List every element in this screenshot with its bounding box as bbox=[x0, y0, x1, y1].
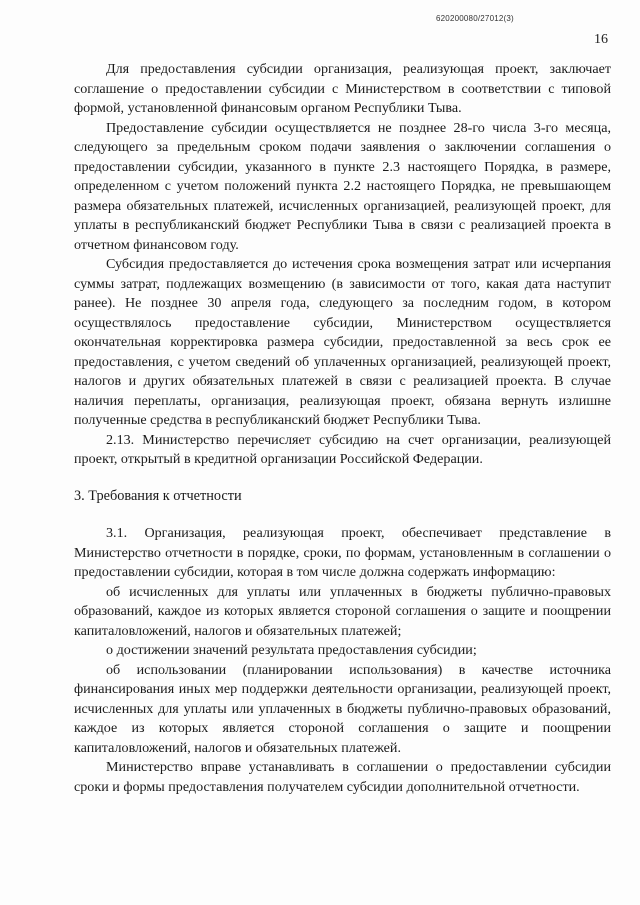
paragraph-2-13: 2.13. Министерство перечисляет субсидию на счет организации, реализующей проект, открытый в кредитной организации Российской Федерации. bbox=[74, 431, 611, 467]
document-number: 620200080/27012(3) bbox=[436, 14, 514, 23]
list-item-support-measures: об использовании (планировании использования) в качестве источника финансирования иных мер поддержки деятельности организации, реализующей проект, исчисленных для уплаты или уплаченных в бюджеты публично-правовых образований, каждое из которых является стороной соглашения о защите и поощрении капиталовложений, налогов и обязательных платежей. bbox=[74, 661, 611, 756]
page-number: 16 bbox=[594, 32, 608, 47]
paragraph-3-1: 3.1. Организация, реализующая проект, обеспечивает представление в Министерство отчетности в порядке, сроки, по формам, установленным в соглашении о предоставлении субсидии, которая в том числе должна содержать информацию: bbox=[74, 525, 611, 580]
list-item-taxes: об исчисленных для уплаты или уплаченных в бюджеты публично-правовых образований, каждое из которых является стороной соглашения о защите и поощрении капиталовложений, налогов и обязательных платежей; bbox=[74, 583, 611, 639]
paragraph-agreement: Для предоставления субсидии организация, реализующая проект, заключает соглашение о предоставлении субсидии с Министерством в соответствии с типовой формой, установленной финансовым органом Республики Тыва. bbox=[74, 61, 611, 116]
list-item-results: о достижении значений результата предоставления субсидии; bbox=[106, 642, 477, 658]
document-body bbox=[74, 60, 611, 797]
section-heading: 3. Требования к отчетности bbox=[74, 487, 242, 504]
paragraph-subsidy-duration: Субсидия предоставляется до истечения срока возмещения затрат или исчерпания суммы затрат, подлежащих возмещению (в зависимости от того, какая дата наступит ранее). Не позднее 30 апреля года, следующего за последним годом, в котором осуществлялось предоставление субсидии, Министерством осуществляется окончательная корректировка размера субсидии, предоставленной за весь срок ее предоставления, с учетом сведений об уплаченных организацией, реализующей проект, налогов и других обязательных платежей в связи с реализацией проекта. В случае наличия переплаты, организация, реализующая проект, обязана вернуть излишне полученные средства в республиканский бюджет Республики Тыва. bbox=[74, 256, 611, 428]
paragraph-subsidy-timing: Предоставление субсидии осуществляется не позднее 28-го числа 3-го месяца, следующего за предельным сроком подачи заявления о заключении соглашения о предоставлении субсидии, указанного в пункте 2.3 настоящего Порядка, в размере, определенном с учетом положений пункта 2.2 настоящего Порядка, не превышающем размера обязательных платежей, исчисленных организацией, реализующей проект, для уплаты в республиканский бюджет Республики Тыва в связи с реализацией проекта в отчетном финансовом году. bbox=[74, 119, 611, 253]
paragraph-additional-reporting: Министерство вправе устанавливать в соглашении о предоставлении субсидии сроки и формы предоставления получателем субсидии дополнительной отчетности. bbox=[74, 759, 611, 795]
